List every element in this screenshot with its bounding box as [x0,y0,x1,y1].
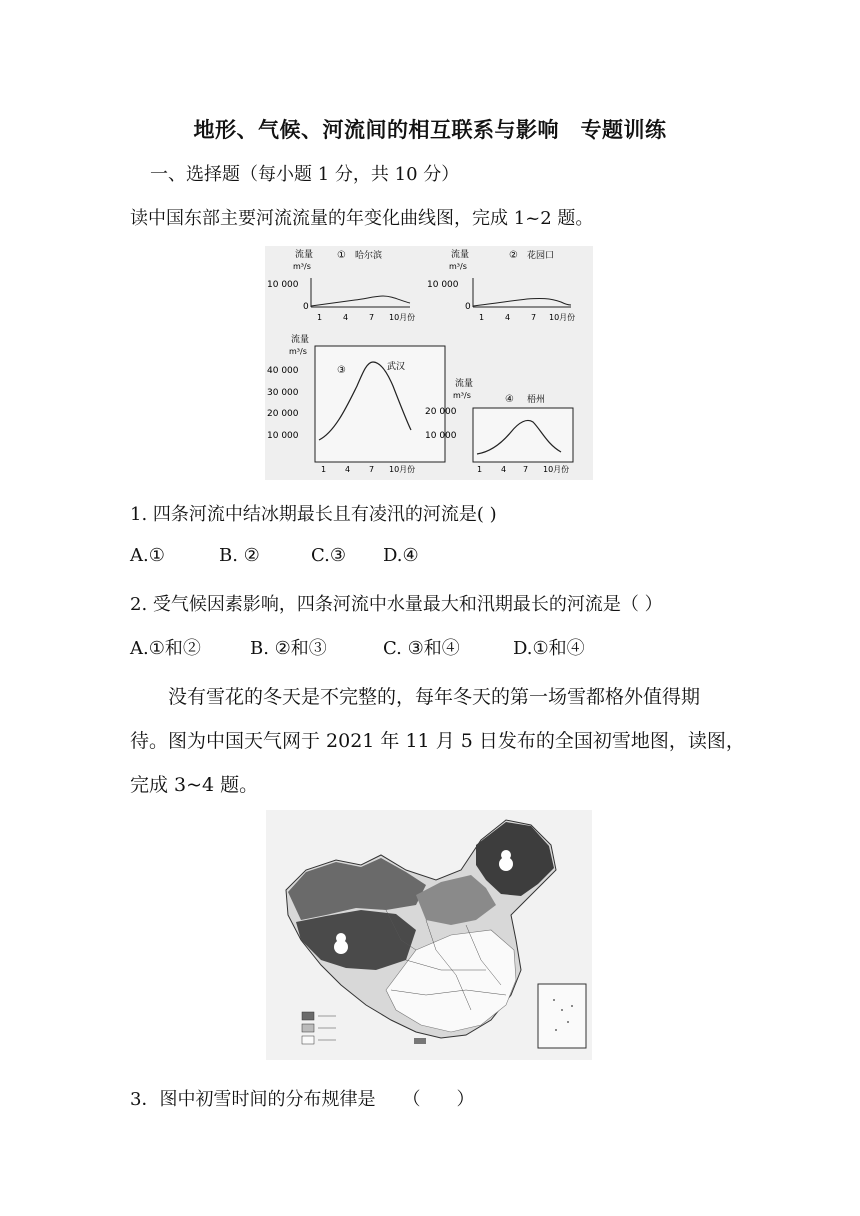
panel-harbin-tick-10000: 10 000 [267,280,299,290]
panel-wuhan-circle: ③ [337,365,346,376]
panel-wuhan-x-4: 4 [345,465,351,474]
panel-harbin-station: 哈尔滨 [355,251,383,261]
q2-option-b: B. ②和③ [250,638,327,659]
q1-option-c: C.③ [311,545,346,566]
passage-line-1: 没有雪花的冬天是不完整的，每年冬天的第一场雪都格外值得期 [168,686,701,708]
panel-wuzhou-circle: ④ [505,394,514,405]
q1-option-a: A.① [130,545,165,566]
tibet-snow-region [296,910,416,970]
q2-option-c: C. ③和④ [383,638,460,659]
panel-wuzhou-tick-20000: 20 000 [425,407,457,417]
panel-huayuankou-tick-10000: 10 000 [427,280,459,290]
question-2-stem: 2. 受气候因素影响，四条河流中水量最大和汛期最长的河流是（ ） [130,594,663,615]
panel-wuhan-unit-bottom: m³/s [289,347,307,356]
panel-huayuankou [427,248,575,322]
panel-wuhan-unit-top: 流量 [291,335,310,345]
passage-line-3: 完成 3~4 题。 [130,774,259,796]
map-legend [302,1012,336,1044]
panel-wuhan-x-7: 7 [369,465,375,474]
panel-huayuankou-unit-bottom: m³/s [449,262,467,271]
panel-wuzhou-x-1: 1 [477,465,483,474]
q1-option-d: D.④ [383,545,419,566]
panel-wuzhou-unit-bottom: m³/s [453,391,471,400]
panel-wuzhou-station: 梧州 [527,395,546,405]
q2-option-d: D.①和④ [513,638,585,659]
panel-harbin-x-7: 7 [369,313,375,322]
panel-huayuankou-x-4: 4 [505,313,511,322]
panel-harbin-unit-bottom: m³/s [293,262,311,271]
panel-huayuankou-x-7: 7 [531,313,537,322]
panel-wuhan-x-1: 1 [321,465,327,474]
panel-wuhan-tick-40000: 40 000 [267,366,299,376]
panel-wuhan-tick-10000: 10 000 [267,431,299,441]
panel-wuzhou [425,377,573,474]
panel-wuhan-tick-20000: 20 000 [267,409,299,419]
panel-huayuankou-x-1: 1 [479,313,485,322]
panel-huayuankou-unit-top: 流量 [451,250,470,260]
panel-wuhan [267,333,445,474]
panel-harbin-unit-top: 流量 [295,250,314,260]
first-snow-map-figure [266,810,592,1060]
question-1-stem: 1. 四条河流中结冰期最长且有凌汛的河流是( ) [130,504,497,525]
panel-wuhan-x-10: 10月份 [389,465,416,474]
panel-wuzhou-x-7: 7 [523,465,529,474]
page-title: 地形、气候、河流间的相互联系与影响 专题训练 [193,117,667,142]
panel-huayuankou-tick-0: 0 [465,302,471,312]
panel-wuzhou-unit-top: 流量 [455,379,474,389]
panel-harbin-circle: ① [337,250,346,261]
panel-wuhan-tick-30000: 30 000 [267,388,299,398]
panel-huayuankou-station: 花园口 [527,251,555,261]
panel-harbin [267,248,415,322]
passage-line-2: 待。图为中国天气网于 2021 年 11 月 5 日发布的全国初雪地图，读图， [130,730,745,752]
q1-option-b: B. ② [219,545,260,566]
panel-huayuankou-x-10: 10月份 [549,313,576,322]
section-heading: 一、选择题（每小题 1 分，共 10 分） [150,164,460,185]
panel-harbin-tick-0: 0 [303,302,309,312]
q2-option-a: A.①和② [130,638,201,659]
panel-wuzhou-x-4: 4 [501,465,507,474]
panel-wuzhou-x-10: 10月份 [543,465,570,474]
river-discharge-figure [265,246,593,480]
panel-huayuankou-circle: ② [509,250,518,261]
intro-text-q1-2: 读中国东部主要河流流量的年变化曲线图，完成 1~2 题。 [130,208,594,229]
south-china-sea-inset [538,984,586,1048]
panel-harbin-x-1: 1 [317,313,323,322]
panel-wuzhou-tick-10000: 10 000 [425,431,457,441]
panel-harbin-x-4: 4 [343,313,349,322]
panel-wuhan-station: 武汉 [387,362,406,372]
panel-harbin-x-10: 10月份 [389,313,416,322]
question-3-stem: 3．图中初雪时间的分布规律是 （ ） [130,1089,475,1110]
